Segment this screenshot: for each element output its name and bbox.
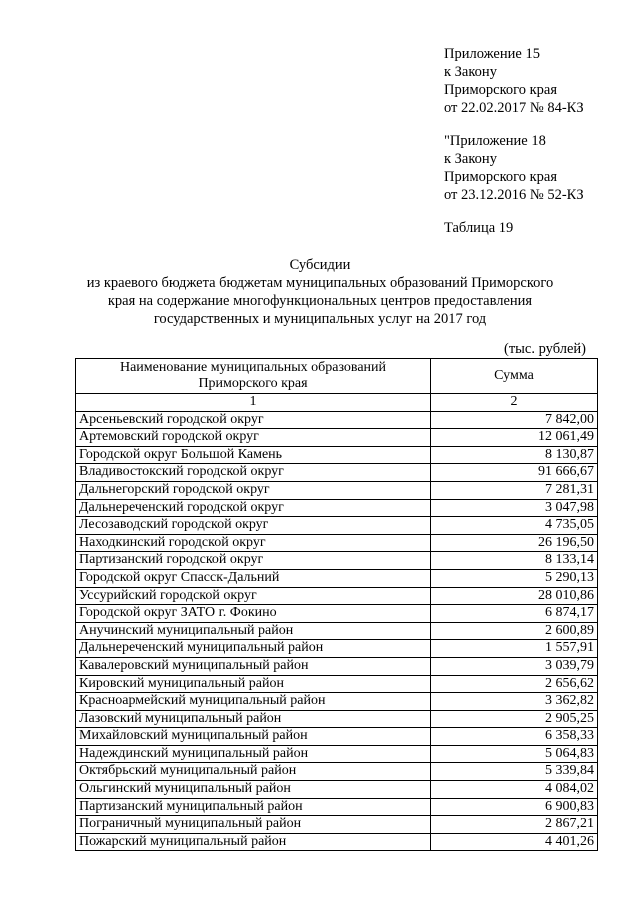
- table-row: [76, 693, 598, 711]
- subsidy-amount: 4 735,05: [431, 517, 598, 535]
- municipality-name: Анучинский муниципальный район: [76, 622, 431, 640]
- municipality-name: Уссурийский городской округ: [76, 587, 431, 605]
- table-row: [76, 798, 598, 816]
- municipality-name: Партизанский муниципальный район: [76, 798, 431, 816]
- table-row: [76, 763, 598, 781]
- subsidy-amount: 8 130,87: [431, 446, 598, 464]
- appendix-reference-current: [444, 45, 584, 117]
- table-body: [76, 411, 598, 851]
- table-header-row: [76, 359, 598, 394]
- municipality-name: Городской округ Большой Камень: [76, 446, 431, 464]
- subsidy-amount: 28 010,86: [431, 587, 598, 605]
- table-row: [76, 781, 598, 799]
- table-row: [76, 552, 598, 570]
- appendix-reference-previous: [444, 132, 584, 204]
- table-row: [76, 745, 598, 763]
- column-index-row: [76, 394, 598, 412]
- municipality-name: Дальнегорский городской округ: [76, 481, 431, 499]
- municipality-name: Кавалеровский муниципальный район: [76, 657, 431, 675]
- municipality-name: Владивостокский городской округ: [76, 464, 431, 482]
- subsidy-amount: 26 196,50: [431, 534, 598, 552]
- subsidy-amount: 8 133,14: [431, 552, 598, 570]
- table-row: [76, 710, 598, 728]
- table-row: [76, 534, 598, 552]
- municipality-name: Артемовский городской округ: [76, 429, 431, 447]
- table-row: [76, 411, 598, 429]
- title-line: края на содержание многофункциональных центров предоставления: [107, 293, 533, 309]
- municipality-name: Дальнереченский городской округ: [76, 499, 431, 517]
- subsidy-amount: 91 666,67: [431, 464, 598, 482]
- appendix-line: к Закону: [444, 64, 497, 80]
- municipality-name: Лесозаводский городской округ: [76, 517, 431, 535]
- subsidies-table: [75, 358, 598, 851]
- title-line: из краевого бюджета бюджетам муниципальных образований Приморского: [86, 275, 554, 291]
- municipality-name: Партизанский городской округ: [76, 552, 431, 570]
- municipality-name: Пограничный муниципальный район: [76, 816, 431, 834]
- municipality-name: Красноармейский муниципальный район: [76, 693, 431, 711]
- municipality-name: Ольгинский муниципальный район: [76, 781, 431, 799]
- table-row: [76, 464, 598, 482]
- table-row: [76, 429, 598, 447]
- appendix-line: от 22.02.2017 № 84-КЗ: [444, 100, 584, 116]
- subsidy-amount: 3 362,82: [431, 693, 598, 711]
- subsidy-amount: 5 064,83: [431, 745, 598, 763]
- table-row: [76, 657, 598, 675]
- column-index-2: 2: [431, 394, 598, 412]
- table-row: [76, 517, 598, 535]
- table-row: [76, 605, 598, 623]
- municipality-name: Городской округ Спасск-Дальний: [76, 569, 431, 587]
- subsidy-amount: 6 358,33: [431, 728, 598, 746]
- appendix-line: Приложение 15: [444, 46, 540, 62]
- municipality-name: Октябрьский муниципальный район: [76, 763, 431, 781]
- subsidy-amount: 2 905,25: [431, 710, 598, 728]
- title-line: Субсидии: [289, 257, 351, 273]
- subsidy-amount: 12 061,49: [431, 429, 598, 447]
- document-title: [60, 256, 580, 328]
- municipality-name: Пожарский муниципальный район: [76, 833, 431, 851]
- appendix-line: от 23.12.2016 № 52-КЗ: [444, 187, 584, 203]
- municipality-name: Кировский муниципальный район: [76, 675, 431, 693]
- table-row: [76, 833, 598, 851]
- municipality-name: Надеждинский муниципальный район: [76, 745, 431, 763]
- table-row: [76, 569, 598, 587]
- table-row: [76, 446, 598, 464]
- subsidy-amount: 2 867,21: [431, 816, 598, 834]
- appendix-line: "Приложение 18: [444, 133, 546, 149]
- table-row: [76, 622, 598, 640]
- table-row: [76, 640, 598, 658]
- table-row: [76, 675, 598, 693]
- subsidy-amount: 5 290,13: [431, 569, 598, 587]
- subsidy-amount: 4 401,26: [431, 833, 598, 851]
- table-number: Таблица 19: [444, 220, 514, 236]
- column-header-name-text: Наименование муниципальных образований Приморского края: [119, 360, 387, 391]
- column-index-1: 1: [76, 394, 431, 412]
- appendix-line: Приморского края: [444, 169, 558, 185]
- municipality-name: Находкинский городской округ: [76, 534, 431, 552]
- title-line: государственных и муниципальных услуг на 2017 год: [153, 311, 487, 327]
- municipality-name: Лазовский муниципальный район: [76, 710, 431, 728]
- units-label: (тыс. рублей): [504, 341, 586, 357]
- subsidy-amount: 5 339,84: [431, 763, 598, 781]
- appendix-line: Приморского края: [444, 82, 558, 98]
- table-row: [76, 587, 598, 605]
- subsidy-amount: 7 281,31: [431, 481, 598, 499]
- municipality-name: Дальнереченский муниципальный район: [76, 640, 431, 658]
- subsidy-amount: 3 039,79: [431, 657, 598, 675]
- column-header-sum: Сумма: [431, 359, 598, 394]
- municipality-name: Городской округ ЗАТО г. Фокино: [76, 605, 431, 623]
- subsidy-amount: 6 874,17: [431, 605, 598, 623]
- table-row: [76, 499, 598, 517]
- column-header-name: [76, 359, 431, 394]
- municipality-name: Арсеньевский городской округ: [76, 411, 431, 429]
- subsidy-amount: 3 047,98: [431, 499, 598, 517]
- subsidy-amount: 7 842,00: [431, 411, 598, 429]
- subsidy-amount: 6 900,83: [431, 798, 598, 816]
- appendix-line: к Закону: [444, 151, 497, 167]
- subsidy-amount: 1 557,91: [431, 640, 598, 658]
- subsidy-amount: 2 656,62: [431, 675, 598, 693]
- subsidy-amount: 4 084,02: [431, 781, 598, 799]
- subsidy-amount: 2 600,89: [431, 622, 598, 640]
- table-row: [76, 481, 598, 499]
- table-row: [76, 816, 598, 834]
- table-row: [76, 728, 598, 746]
- municipality-name: Михайловский муниципальный район: [76, 728, 431, 746]
